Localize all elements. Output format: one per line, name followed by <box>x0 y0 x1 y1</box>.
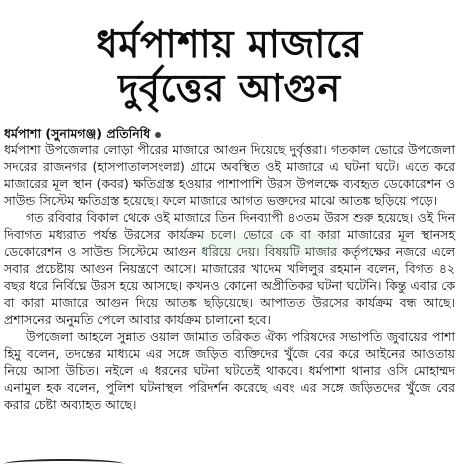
article-body <box>4 141 455 413</box>
bullet-dot-icon <box>155 132 161 138</box>
byline-text: ধর্মপাশা (সুনামগঞ্জ) প্রতিনিধি <box>4 126 151 141</box>
headline-line-2: দুর্বৃত্তের আগুন <box>118 66 341 110</box>
headline-line-1: ধর্মপাশায় মাজারে <box>96 22 363 66</box>
byline <box>4 126 455 141</box>
headline <box>4 0 455 110</box>
paragraph-2: গত রবিবার বিকাল থেকে ওই মাজারে তিন দিনব্যাপী ৪৩তম উরস শুরু হয়েছে। ওই দিন দিবাগত মধ্যরাত পর্যন্ত উরসের কার্যক্রম চলে। ভোরে কে বা কারা মাজারের মূল স্থানসহ ডেকোরেশন ও সাউন্ড সিস্টেমে আগুন ধরিয়ে দেয়। বিষয়টি মাজার কর্তৃপক্ষের নজরে এলে সবার প্রচেষ্টায় আগুন নিয়ন্ত্রণে আসে। মাজারের খাদেম খলিলুর রহমান বলেন, বিগত ৪২ বছর ধরে নির্বিঘ্নে উরস হয়ে আসছে। কখনও কোনো অপ্রীতিকর ঘটনা ঘটেনি। কিন্তু এবার কে বা কারা মাজারে আগুন দিয়ে আতঙ্ক ছড়িয়েছে। আপাতত উরসের কার্যক্রম বন্ধ আছে। প্রশাসনের অনুমতি পেলে আবার কার্যক্রম চালানো হবে। <box>4 210 455 327</box>
next-article-fragment <box>4 459 124 469</box>
paragraph-1: ধর্মপাশা উপজেলার লোড়া পীরের মাজারে আগুন দিয়েছে দুর্বৃত্তরা। গতকাল ভোরে উপজেলা সদরের রাজনগর (হাসপাতালসংলগ্ন) গ্রামে অবস্থিত ওই মাজারে এ ঘটনা ঘটে। এতে করে মাজারের মূল স্থান (কবর) ক্ষতিগ্রস্ত হওয়ার পাশাপাশি উরস উপলক্ষে ব্যবহৃত ডেকোরেশন ও সাউন্ড সিস্টেম ক্ষতিগ্রস্ত হয়েছে। ফলে মাজারে আগত ভক্তদের মাঝে আতঙ্ক ছড়িয়ে পড়ে। <box>4 142 455 208</box>
paragraph-3: উপজেলা আহলে সুন্নাত ওয়াল জামাত তরিকত ঐক্য পরিষদের সভাপতি জুবায়ের পাশা হিমু বলেন, তদন্তের মাধ্যমে এর সঙ্গে জড়িত ব্যক্তিদের খুঁজে বের করে আইনের আওতায় নিয়ে আসা উচিত। নইলে এ ধরনের ঘটনা ঘটতেই থাকবে। ধর্মপাশা থানার ওসি মোহাম্মদ এনামুল হক বলেন, পুলিশ ঘটনাস্থল পরিদর্শন করেছে এবং এর সঙ্গে জড়িতদের খুঁজে বের করার চেষ্টা অব্যাহত আছে। <box>4 329 455 412</box>
